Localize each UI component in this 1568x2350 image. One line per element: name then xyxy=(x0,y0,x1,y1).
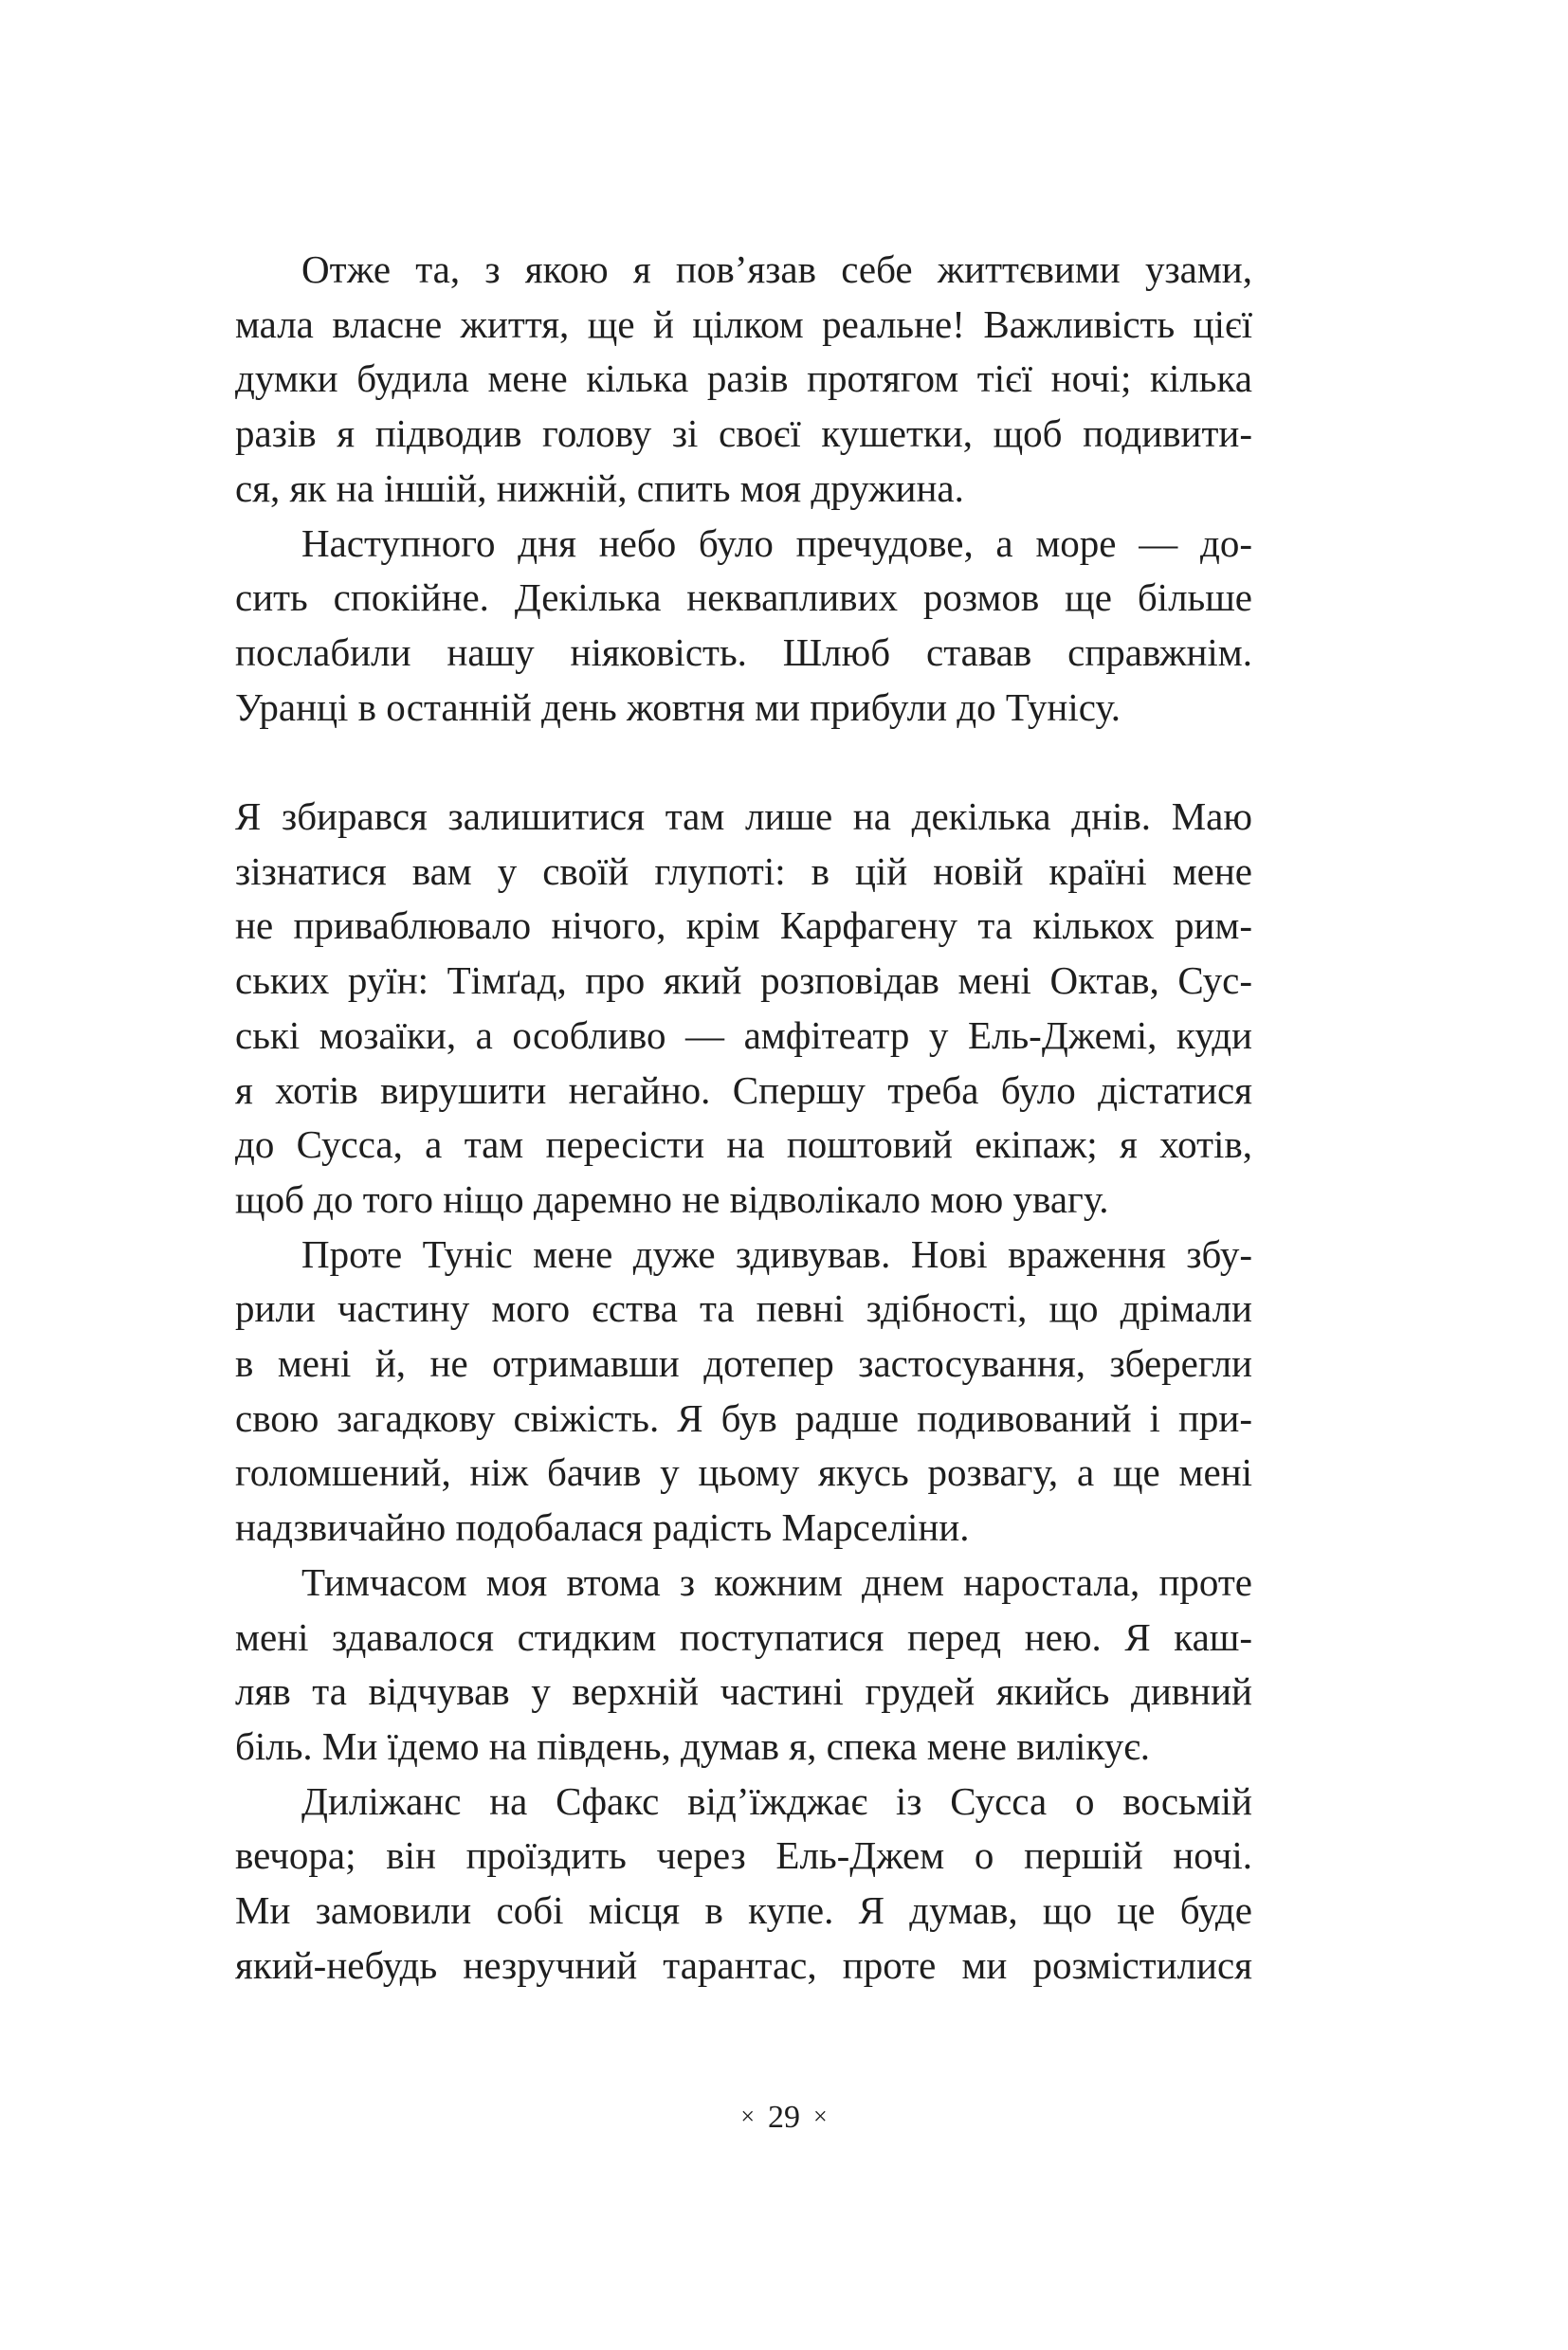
text-line: Тимчасом моя втома з кожним днем наростала, проте xyxy=(301,1559,1252,1604)
text-line: який-небудь незручний тарантас, проте ми розмістилися xyxy=(235,1942,1252,1987)
text-line: ські мозаїки, а особливо — амфітеатр у Ель-Джемі, куди xyxy=(235,1012,1252,1057)
text-line: разів я підводив голову зі своєї кушетки, щоб подивити- xyxy=(235,411,1252,456)
text-line: до Сусса, а там пересісти на поштовий екіпаж; я хотів, xyxy=(235,1122,1252,1167)
text-line: рили частину мого єства та певні здібності, що дрімали xyxy=(235,1286,1252,1331)
text-line: Ми замовили собі місця в купе. Я думав, що це буде xyxy=(235,1888,1252,1933)
page-number: 29 xyxy=(768,2100,800,2135)
page-number-footer xyxy=(0,2098,1568,2137)
text-line: щоб до того ніщо даремно не відволікало мою увагу. xyxy=(235,1176,1109,1221)
text-line: послабили нашу ніяковість. Шлюб ставав справжнім. xyxy=(235,629,1252,674)
text-line: надзвичайно подобалася радість Марселіни. xyxy=(235,1505,970,1550)
text-line: ських руїн: Тімґад, про який розповідав мені Октав, Сус- xyxy=(235,958,1252,1003)
text-line: ляв та відчував у верхній частині грудей якийсь дивний xyxy=(235,1669,1252,1714)
text-line: Я збирався залишитися там лише на декілька днів. Маю xyxy=(235,794,1252,838)
text-line: Проте Туніс мене дуже здивував. Нові враження збу- xyxy=(301,1231,1252,1276)
text-line: свою загадкову свіжість. Я був радше подивований і при- xyxy=(235,1395,1252,1440)
text-line: Наступного дня небо було пречудове, а море — до- xyxy=(301,520,1252,565)
text-section-2 xyxy=(235,790,1252,1993)
folio-ornament-right: × xyxy=(813,2103,828,2130)
text-line: Отже та, з якою я пов’язав себе життєвими узами, xyxy=(301,247,1252,291)
text-line: ся, як на іншій, нижній, спить моя дружина. xyxy=(235,465,964,510)
text-line: мала власне життя, ще й цілком реальне! Важливість цієї xyxy=(235,301,1252,346)
text-line: голомшений, ніж бачив у цьому якусь розвагу, а ще мені xyxy=(235,1450,1252,1495)
text-line: в мені й, не отримавши дотепер застосування, зберегли xyxy=(235,1341,1252,1386)
text-section-1 xyxy=(235,243,1252,735)
text-line: зізнатися вам у своїй глупоті: в цій новій країні мене xyxy=(235,848,1252,893)
text-line: мені здавалося стидким поступатися перед нею. Я каш- xyxy=(235,1614,1252,1659)
text-line: Уранці в останній день жовтня ми прибули до Тунісу. xyxy=(235,684,1121,729)
text-line: біль. Ми їдемо на південь, думав я, спека мене вилікує. xyxy=(235,1723,1151,1768)
text-line: я хотів вирушити негайно. Спершу треба було дістатися xyxy=(235,1067,1252,1112)
folio-ornament-left: × xyxy=(740,2103,755,2130)
text-line: Диліжанс на Сфакс від’їжджає із Сусса о восьмій xyxy=(301,1778,1252,1823)
text-line: думки будила мене кілька разів протягом тієї ночі; кілька xyxy=(235,356,1252,401)
text-line: вечора; він проїздить через Ель-Джем о першій ночі. xyxy=(235,1833,1252,1878)
text-line: сить спокійне. Декілька неквапливих розмов ще більше xyxy=(235,575,1252,620)
text-line: не приваблювало нічого, крім Карфагену та кількох рим- xyxy=(235,903,1252,948)
